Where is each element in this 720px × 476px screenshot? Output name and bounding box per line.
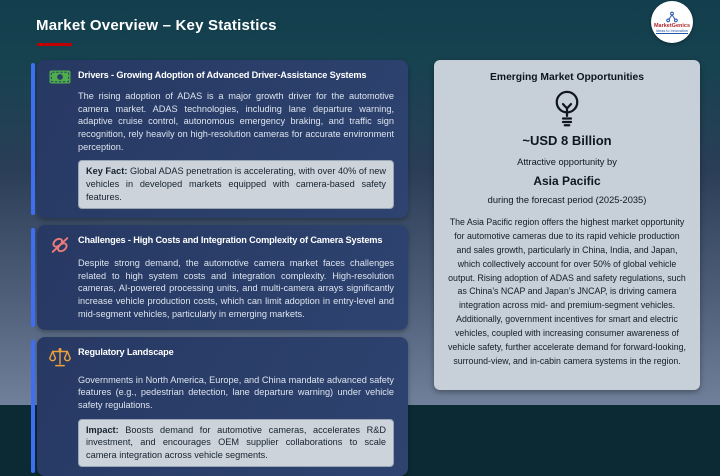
content	[37, 60, 700, 476]
logo-tagline: Ideas to Innovation	[656, 29, 688, 34]
impact-label: Impact:	[86, 425, 119, 435]
opportunity-period: during the forecast period (2025-2035)	[448, 195, 686, 205]
opportunity-value: ~USD 8 Billion	[448, 133, 686, 148]
opportunity-description: The Asia Pacific region offers the highest market opportunity for automotive cameras due to its rapid vehicle production and sales growth, particularly in China, India, and Japan, which collectively account for over 50% of global vehicle output. Rising adoption of ADAS and safety regulations, such as China’s NCAP and Japan’s JNCAP, is driving camera integration across mid- and premium-segment vehicles. Additionally, government incentives for smart and electric vehicles, coupled with increasing consumer awareness of vehicle safety, further accelerate demand for forward-looking, surround-view, and in-cabin camera systems in the region.	[448, 216, 686, 369]
key-fact-label: Key Fact:	[86, 166, 127, 176]
panel-drivers-body: The rising adoption of ADAS is a major growth driver for the automotive camera market. ADAS technologies, including lane departure warning, adaptive cruise control, autonomous emergency braking, and traffic sign recognition, rely heavily on high-resolution cameras for accurate environment perception.	[78, 90, 394, 153]
page-title: Market Overview – Key Statistics	[36, 17, 277, 34]
logo	[651, 1, 693, 43]
key-fact-text: Global ADAS penetration is accelerating, with over 40% of new vehicles in developed markets equipped with camera-based safety features.	[86, 166, 386, 202]
money-bill-icon	[48, 70, 72, 84]
scales-icon	[48, 347, 72, 368]
lightbulb-icon	[552, 89, 582, 129]
panel-regulatory-heading: Regulatory Landscape	[78, 347, 174, 357]
key-fact-box	[78, 160, 394, 209]
panel-drivers-header	[48, 69, 396, 84]
title-underline	[37, 43, 72, 46]
network-icon	[665, 11, 679, 23]
panel-challenges-header	[48, 234, 396, 255]
logo-name: MarketGenics	[654, 23, 690, 29]
panel-regulatory	[37, 337, 408, 476]
panel-regulatory-header	[48, 346, 396, 368]
opportunity-panel	[434, 60, 700, 390]
impact-text: Boosts demand for automotive cameras, accelerates R&D investment, and encourages OEM supplier collaborations to scale camera integration across vehicle segments.	[86, 425, 386, 461]
panel-drivers-heading: Drivers - Growing Adoption of Advanced Driver-Assistance Systems	[78, 70, 366, 80]
opportunity-heading: Emerging Market Opportunities	[448, 72, 686, 83]
panel-challenges-body: Despite strong demand, the automotive camera market faces challenges related to high system costs and integration complexity. High-resolution cameras, AI-powered processing units, and multi-camera arrays significantly increase vehicle production costs, which can limit adoption in entry-level and mid-segment vehicles, particularly in emerging markets.	[78, 257, 394, 320]
opportunity-region: Asia Pacific	[448, 174, 686, 188]
impact-box	[78, 419, 394, 468]
broken-link-icon	[48, 235, 72, 255]
panel-challenges	[37, 225, 408, 329]
left-column	[37, 60, 408, 476]
opportunity-subtitle: Attractive opportunity by	[448, 157, 686, 167]
panel-regulatory-body: Governments in North America, Europe, and China mandate advanced safety features (e.g., pedestrian detection, lane departure warning) under vehicle safety regulations.	[78, 374, 394, 412]
panel-challenges-heading: Challenges - High Costs and Integration Complexity of Camera Systems	[78, 235, 382, 245]
panel-drivers	[37, 60, 408, 218]
